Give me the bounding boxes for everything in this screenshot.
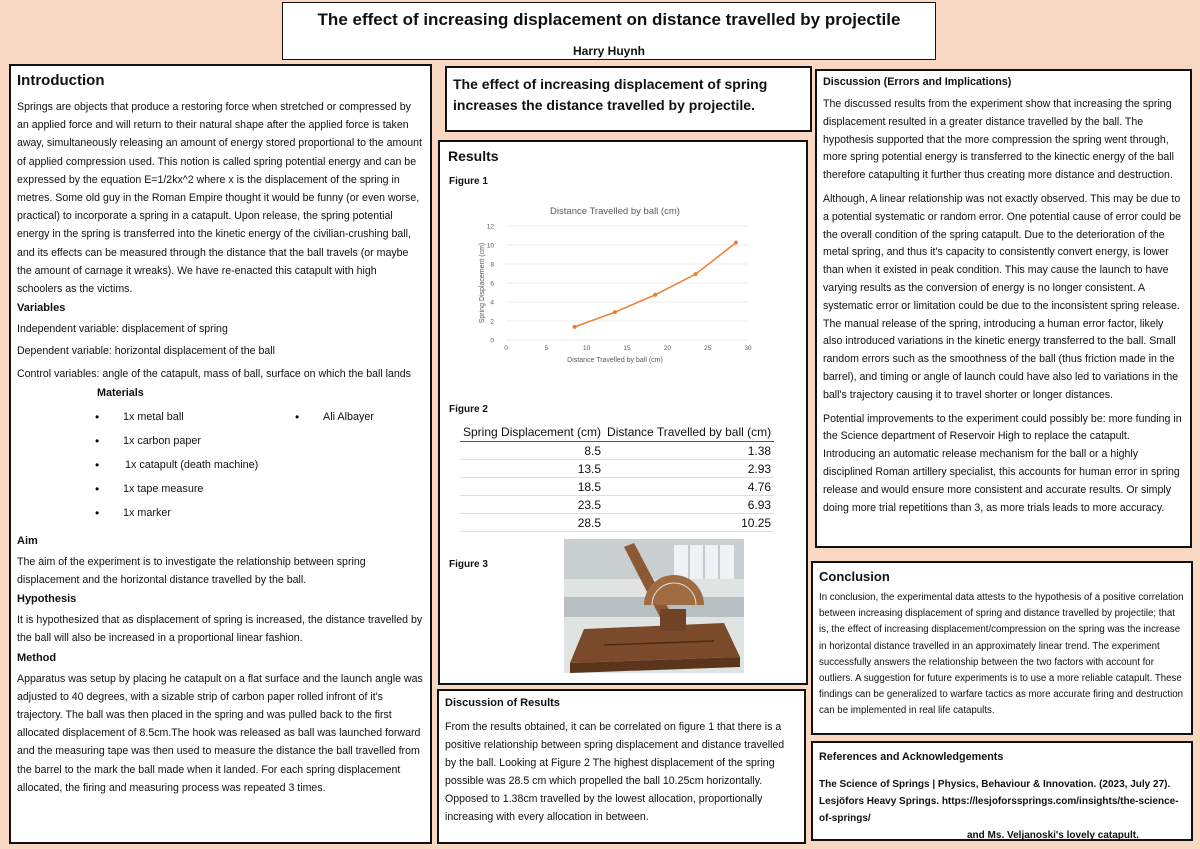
table-cell: 28.5 <box>460 514 604 532</box>
data-point <box>653 293 657 297</box>
materials-heading: Materials <box>97 386 144 399</box>
y-tick-label: 10 <box>486 242 494 250</box>
x-tick-label: 15 <box>623 345 631 352</box>
conclusion-body: In conclusion, the experimental data attests to the hypothesis of a positive correlation between increasing displacement of spring and distance travelled by projectile; that is, the effect of increasing displacement/compression on the spring was the increase in horizontal distance travelled in an approximately linear trend. The experiment successfully answers the relationship between the two factors with account for outliers. A suggestion for future experiments is to use a more reliable catapult. These findings can be generalized to warfare tactics as more accurate firing and destruction can be implemented in real life catapults. <box>819 592 1184 717</box>
table-row <box>460 478 774 496</box>
control-variables: Control variables: angle of the catapult, mass of ball, surface on which the ball lands <box>17 367 411 380</box>
figure-1-label: Figure 1 <box>449 176 488 187</box>
data-point <box>734 241 738 245</box>
conclusion-heading: Conclusion <box>819 569 890 584</box>
data-point <box>694 272 698 276</box>
aim-heading: Aim <box>17 534 38 547</box>
introduction-body: Springs are objects that produce a restoring force when stretched or compressed by an applied force and will return to their natural shape after the applied force is taken away, simultaneously releasing an amount of energy stored proportional to the amount of applied compression used. This notion is called spring potential energy and can be expressed by the equation E=1/2kx^2 where x is the displacement of the spring in metres. Some old guy in the Roman Empire thought it would be funny (or even worse, practical) to incorporate a spring in a catapult. Upon release, the spring potential energy in the spring is transferred into the kinetic energy of the civilian-crushing ball, and its effects can be measured through the distance that the ball travels (or maybe the amount of carnage it wreaks). We have re-enacted this catapult with high schoolers as the victims. <box>17 101 422 296</box>
data-point <box>613 310 617 314</box>
figure-2-label: Figure 2 <box>449 404 488 415</box>
discussion-heading: Discussion (Errors and Implications) <box>823 76 1012 88</box>
material-item: • 1x carbon paper <box>95 433 202 448</box>
results-panel <box>438 140 808 685</box>
table-cell: 18.5 <box>460 478 604 496</box>
aim-body: The aim of the experiment is to investigate the relationship between spring displacement and the horizontal distance travelled by the ball. <box>17 555 366 587</box>
table-row <box>460 442 774 460</box>
material-item-extra: • Ali Albayer <box>295 409 375 424</box>
results-heading: Results <box>448 148 499 164</box>
material-item: • 1x metal ball <box>95 409 184 424</box>
series-line <box>575 243 736 327</box>
reference-entry: The Science of Springs | Physics, Behaviour & Innovation. (2023, July 27). Lesjöfors Heavy Springs. https://lesjoforssprings.com/insights/the-science-of-springs/ <box>819 779 1179 824</box>
table-row <box>460 496 774 514</box>
x-tick-label: 5 <box>544 345 549 352</box>
table-cell: 8.5 <box>460 442 604 460</box>
table-cell: 6.93 <box>604 496 774 514</box>
claim-panel <box>445 66 812 132</box>
table-header-row <box>460 425 774 442</box>
x-tick-label: 30 <box>744 345 752 352</box>
table-cell: 4.76 <box>604 478 774 496</box>
discussion-of-results-body: From the results obtained, it can be correlated on figure 1 that there is a positive relationship between spring displacement and distance travelled by the ball. Looking at Figure 2 The highest displacement of the spring possible was 28.5 cm which propelled the ball 10.25cm horizontally. Opposed to 1.38cm travelled by the lowest allocation, proportionally increasing with every allocation in between. <box>445 721 785 823</box>
table-cell: 1.38 <box>604 442 774 460</box>
table-header: Spring Displacement (cm) <box>460 425 604 442</box>
dependent-variable: Dependent variable: horizontal displacement of the ball <box>17 345 275 358</box>
y-tick-label: 2 <box>490 318 494 326</box>
introduction-heading: Introduction <box>17 72 105 89</box>
table-row <box>460 460 774 478</box>
method-heading: Method <box>17 651 57 664</box>
claim-text: The effect of increasing displacement of spring increases the distance travelled by projectile. <box>453 76 768 113</box>
materials-list <box>17 386 424 520</box>
y-tick-label: 8 <box>490 261 494 269</box>
hypothesis-body: It is hypothesized that as displacement of spring is increased, the distance travelled by the ball will also be increased in a proportional linear fashion. <box>17 614 423 645</box>
table-cell: 23.5 <box>460 496 604 514</box>
y-tick-label: 0 <box>490 337 494 345</box>
discussion-paragraph: Although, A linear relationship was not exactly observed. This may be due to a potential systematic or random error. One potential cause of error could be the overall condition of the spring catapult. Due to the deterioration of the metal spring, and thus it's capacity to consistently convert energy, is lower than when it existed in peak condition. This may cause the launch to have varying results as the conversion of energy is no longer consistent. A systematic error or limitation could be due to the inconsistent spring release. The manual release of the spring, introducing a human error factor, likely also introduced variations in the kinetic energy transferred to the ball. Small random errors such as the smoothness of the ball (thus friction made in the barrel), and timing or angle of launch could have also led to variations in the ball's trajectory causing it to travel shorter or longer distances. <box>823 192 1182 401</box>
catapult-photo <box>564 539 744 673</box>
x-tick-label: 10 <box>583 345 591 352</box>
y-tick-label: 6 <box>490 280 494 288</box>
method-body: Apparatus was setup by placing he catapult on a flat surface and the launch angle was adjusted to 40 degrees, with a sizable strip of carbon paper rolled infront of it's trajectory. The ball was then placed in the spring and was pulled back to the first allocated displacement of 8.5cm.The hook was released as ball was launched forward and the measuring tape was then used to measure the distance the ball travelled from the barrel to the mark the ball made when it landed. For each spring displacement allocated, the firing and measuring process was repeated 3 times. <box>17 672 423 794</box>
distance-chart <box>476 200 756 375</box>
chart-title: Distance Travelled by ball (cm) <box>550 206 680 217</box>
results-table <box>460 425 774 532</box>
x-tick-label: 25 <box>704 345 712 352</box>
discussion-panel <box>815 69 1192 548</box>
y-tick-label: 4 <box>490 299 494 307</box>
material-item: • 1x marker <box>95 505 171 520</box>
introduction-panel <box>9 64 432 844</box>
discussion-paragraph: Potential improvements to the experiment could possibly be: more funding in the Science department of Reservoir High to replace the catapult. Introducing an automatic release mechanism for the ball or a highly disciplined Roman artillery specialist, this accounts for human error in spring release and would ensure more consistent and accurate results. Or simply doing more trial repetitions than 3, as more trials leads to more accuracy. <box>823 412 1182 514</box>
table-row <box>460 514 774 532</box>
x-tick-label: 20 <box>663 345 671 352</box>
table-cell: 2.93 <box>604 460 774 478</box>
independent-variable: Independent variable: displacement of spring <box>17 323 228 336</box>
material-item: • 1x tape measure <box>95 481 204 496</box>
references-heading: References and Acknowledgements <box>819 751 1004 763</box>
acknowledgement: and Ms. Veljanoski's lovely catapult. <box>967 830 1139 841</box>
author-name: Harry Huynh <box>572 44 646 58</box>
table-header: Distance Travelled by ball (cm) <box>604 425 774 442</box>
discussion-paragraph: The discussed results from the experiment show that increasing the spring displacement resulted in a greater distance travelled by the ball. The hypothesis supported that the more compression the spring went through, more spring potential energy is transferred to the kinectic energy of the ball therefore catapulting it further thus creating more distance and destruction. <box>823 98 1174 182</box>
poster-title: The effect of increasing displacement on distance travelled by projectile <box>317 10 901 29</box>
table-cell: 10.25 <box>604 514 774 532</box>
variables-heading: Variables <box>17 302 66 315</box>
discussion-of-results-panel <box>437 689 806 844</box>
table-cell: 13.5 <box>460 460 604 478</box>
conclusion-panel <box>811 561 1193 735</box>
x-tick-label: 0 <box>504 345 508 352</box>
discussion-of-results-heading: Discussion of Results <box>445 697 560 709</box>
data-point <box>573 325 577 329</box>
poster-title-box <box>282 2 936 60</box>
x-axis-label: Distance Travelled by ball (cm) <box>567 357 663 364</box>
y-tick-label: 12 <box>486 223 494 231</box>
references-panel <box>811 741 1193 841</box>
y-axis-label: Spring Displacement (cm) <box>479 242 486 324</box>
hypothesis-heading: Hypothesis <box>17 593 77 606</box>
figure-3-label: Figure 3 <box>449 559 488 570</box>
material-item: • 1x catapult (death machine) <box>95 457 259 472</box>
